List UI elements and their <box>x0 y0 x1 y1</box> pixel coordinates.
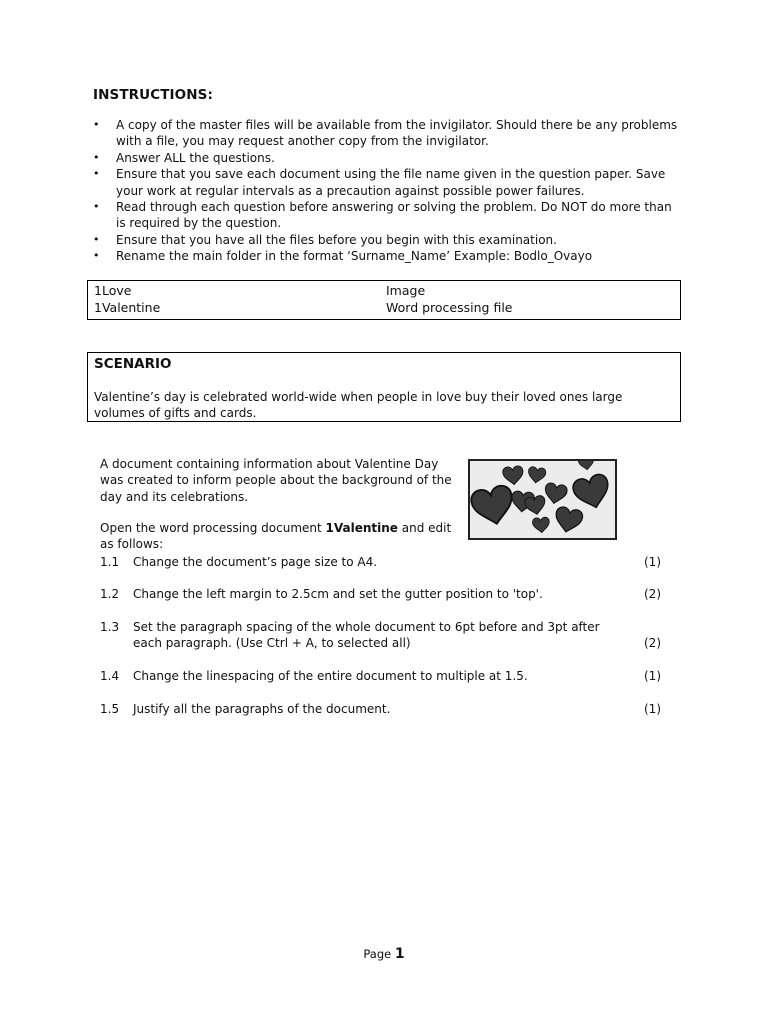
table-row <box>94 300 674 317</box>
question-marks: (1) <box>644 702 661 716</box>
hearts-icon <box>470 461 611 534</box>
intro-paragraph: A document containing information about Valentine Day was created to inform people about the background of the day and its celebrations. <box>100 457 452 504</box>
heart-icon <box>553 506 584 534</box>
open-suffix: and edit as follows: <box>100 521 452 552</box>
instruction-text: A copy of the master files will be available from the invigilator. Should there be any problems with a file, you may request another copy from the invigilator. <box>116 118 678 149</box>
page-label: Page <box>363 947 395 961</box>
question-number: 1.3 <box>100 620 120 634</box>
file-type: Image <box>386 283 426 298</box>
bullet-icon: • <box>93 232 100 246</box>
question-text: Set the paragraph spacing of the whole document to 6pt before and 3pt after each paragraph. (Use Ctrl + A, to selected all) <box>133 620 600 651</box>
table-row <box>94 283 674 300</box>
question-text: Justify all the paragraphs of the document. <box>133 702 391 716</box>
instructions-list <box>93 117 683 265</box>
heart-icon <box>470 484 517 528</box>
instructions-heading: INSTRUCTIONS: <box>93 87 213 103</box>
question-number: 1.2 <box>100 587 120 601</box>
file-type: Word processing file <box>386 300 513 315</box>
heart-icon <box>524 495 547 516</box>
page-footer <box>0 946 768 962</box>
heart-icon <box>543 482 568 505</box>
list-item <box>93 150 683 166</box>
page-number: 1 <box>394 946 405 962</box>
heart-icon <box>527 466 546 484</box>
instruction-text: Rename the main folder in the format ‘Surname_Name’ Example: Bodlo_Ovayo <box>116 249 593 264</box>
hearts-image <box>468 459 617 540</box>
question-number: 1.4 <box>100 669 120 683</box>
heart-icon <box>532 517 550 533</box>
question-marks: (1) <box>644 669 661 683</box>
question-marks: (2) <box>644 587 661 601</box>
heart-icon <box>578 461 595 471</box>
bullet-icon: • <box>93 150 100 164</box>
question-number: 1.1 <box>100 555 120 569</box>
list-item <box>93 232 683 248</box>
instruction-text: Ensure that you save each document using the file name given in the question paper. Save your work at regular intervals as a precaution against possible power failures. <box>116 167 666 198</box>
scenario-title: SCENARIO <box>94 356 172 372</box>
bullet-icon: • <box>93 118 100 131</box>
question-number: 1.5 <box>100 702 120 716</box>
bullet-icon: • <box>93 167 100 181</box>
list-item <box>93 199 683 232</box>
list-item <box>93 248 683 264</box>
files-table <box>87 280 681 320</box>
instruction-text: Answer ALL the questions. <box>116 150 275 165</box>
open-prefix: Open the word processing document <box>100 521 326 535</box>
question-text: Change the left margin to 2.5cm and set the gutter position to 'top'. <box>133 587 543 601</box>
heart-icon <box>502 465 524 485</box>
bullet-icon: • <box>93 249 100 263</box>
list-item <box>93 117 683 150</box>
question-marks: (2) <box>644 636 661 650</box>
scenario-text: Valentine’s day is celebrated world-wide when people in love buy their loved ones large volumes of gifts and cards. <box>94 390 623 421</box>
question-marks: (1) <box>644 555 661 569</box>
open-instruction <box>100 520 460 553</box>
scenario-box <box>87 352 681 422</box>
list-item <box>93 166 683 199</box>
question-text: Change the linespacing of the entire document to multiple at 1.5. <box>133 669 528 683</box>
instruction-text: Read through each question before answering or solving the problem. Do NOT do more than is required by the question. <box>116 200 672 231</box>
file-name: 1Valentine <box>94 300 161 315</box>
instruction-text: Ensure that you have all the files before you begin with this examination. <box>116 232 557 247</box>
heart-icon <box>571 472 611 511</box>
bullet-icon: • <box>93 200 100 214</box>
open-file-name: 1Valentine <box>325 521 398 535</box>
question-text: Change the document’s page size to A4. <box>133 555 378 569</box>
file-name: 1Love <box>94 283 132 298</box>
